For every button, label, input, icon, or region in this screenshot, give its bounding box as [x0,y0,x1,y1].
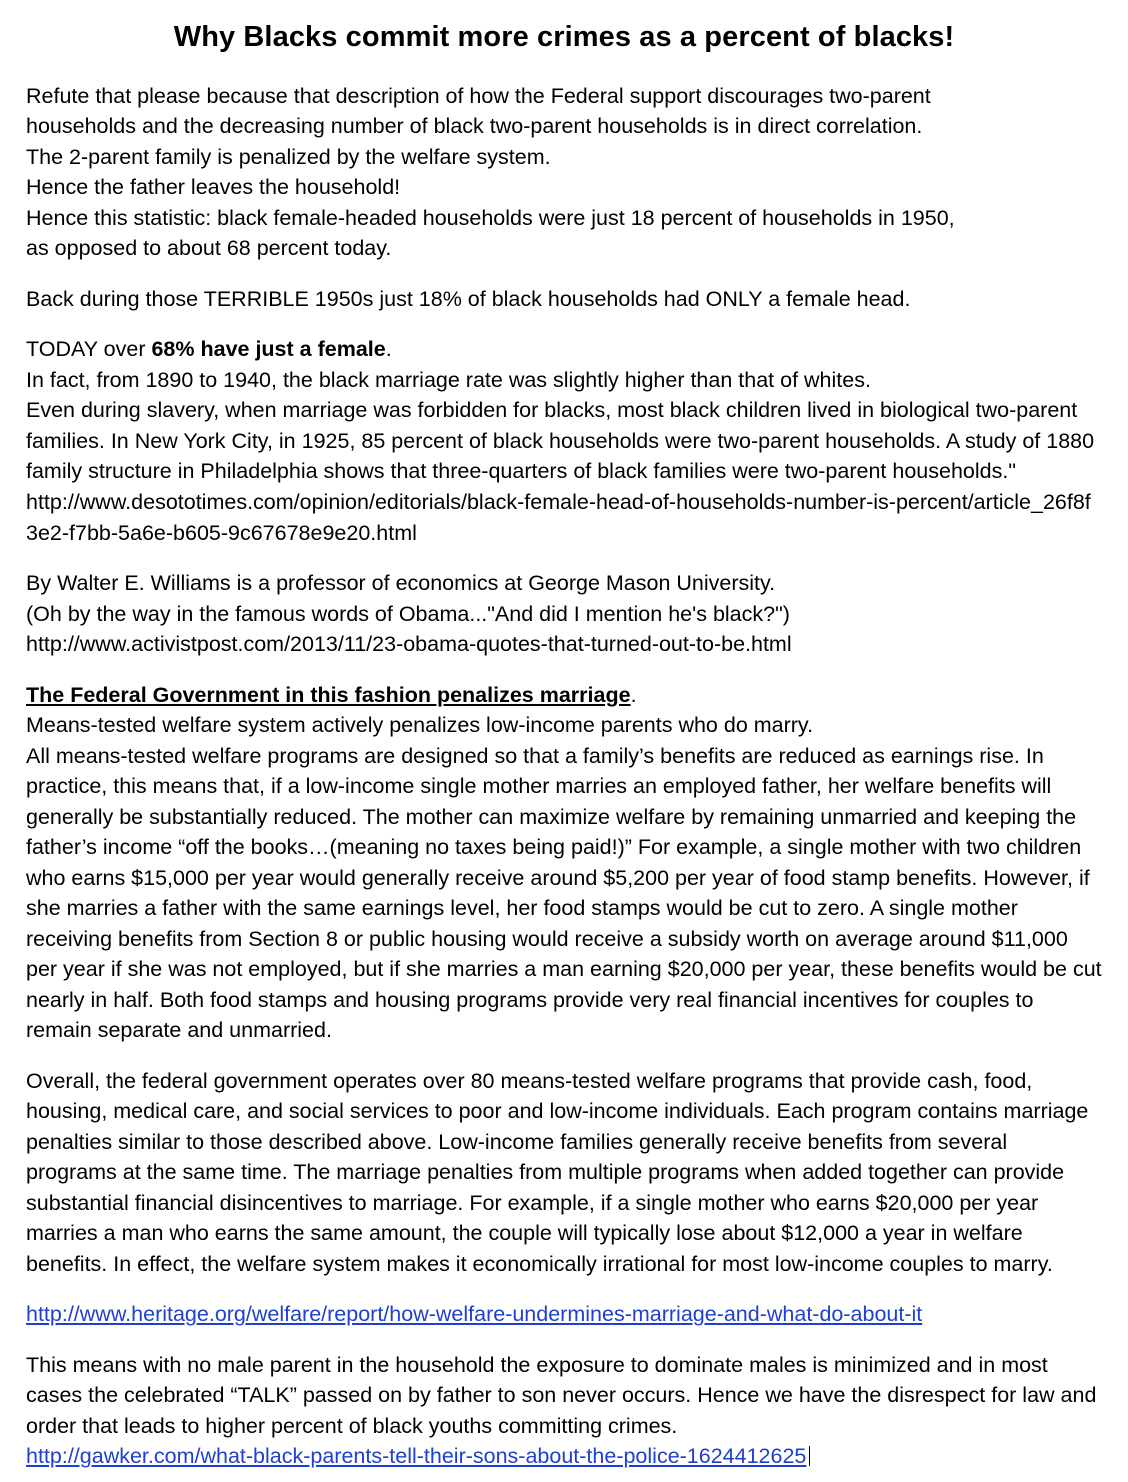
intro-line-1: Refute that please because that description of how the Federal support discourages two-parent [26,83,931,108]
conclusion-body: This means with no male parent in the household the exposure to dominate males is minimized and in most cases the celebrated “TALK” passed on by father to son never occurs. Hence we have the disrespect for law and order that leads to higher percent of black youths committing crimes. [26,1352,1097,1438]
desototimes-url: http://www.desototimes.com/opinion/editorials/black-female-head-of-households-number-is-percent/article_26f8f3e2-f7bb-5a6e-b605-9c67678e9e20.html [26,489,1091,545]
today-suffix: . [385,337,392,362]
today-bold: 68% have just a female [151,337,386,362]
paragraph-author [26,568,1102,660]
intro-line-3: The 2-parent family is penalized by the welfare system. [26,144,551,169]
gawker-link-line [26,1441,1102,1472]
today-line [26,334,1102,365]
text-cursor [809,1446,810,1466]
activistpost-url: http://www.activistpost.com/2013/11/23-obama-quotes-that-turned-out-to-be.html [26,632,792,657]
obama-quote-line: (Oh by the way in the famous words of Obama..."And did I mention he's black?") [26,601,790,626]
today-prefix: TODAY over [26,337,152,362]
intro-line-6: as opposed to about 68 percent today. [26,236,392,261]
marriage-rate-line: In fact, from 1890 to 1940, the black marriage rate was slightly higher than that of whites. [26,367,871,392]
history-body: Even during slavery, when marriage was forbidden for blacks, most black children lived in biological two-parent families. In New York City, in 1925, 85 percent of black households were two-parent households. A study of 1880 family structure in Philadelphia shows that three-quarters of black families were two-parent households." [26,398,1095,484]
means-tested-body: All means-tested welfare programs are designed so that a family’s benefits are reduced as earnings rise. In practice, this means that, if a low-income single mother marries an employed father, her welfare benefits will generally be substantially reduced. The mother can maximize welfare by remaining unmarried and keeping the father’s income “off the books…(meaning no taxes being paid!)” For example, a single mother with two children who earns $15,000 per year would generally receive around $5,200 per year of food stamp benefits. However, if she marries a father with the same earnings level, her food stamps would be cut to zero. A single mother receiving benefits from Section 8 or public housing would receive a subsidy worth on average around $11,000 per year if she was not employed, but if she marries a man earning $20,000 per year, these benefits would be cut nearly in half. Both food stamps and housing programs provide very real financial incentives for couples to remain separate and unmarried. [26,743,1102,1043]
marriage-penalty-heading: The Federal Government in this fashion penalizes marriage [26,682,631,707]
gawker-link[interactable]: http://gawker.com/what-black-parents-tell-their-sons-about-the-police-1624412625 [26,1444,807,1469]
intro-line-5: Hence this statistic: black female-headed households were just 18 percent of households in 1950, [26,205,955,230]
paragraph-1950s-stat: Back during those TERRIBLE 1950s just 18% of black households had ONLY a female head. [26,286,911,311]
paragraph-federal-programs: Overall, the federal government operates over 80 means-tested welfare programs that provide cash, food, housing, medical care, and social services to poor and low-income individuals. Each program contains marriage penalties similar to those described above. Low-income families generally receive benefits from several programs at the same time. The marriage penalties from multiple programs when added together can provide substantial financial disincentives to marriage. For example, if a single mother who earns $20,000 per year marries a man who earns the same amount, the couple will typically lose about $12,000 a year in welfare benefits. In effect, the welfare system makes it economically irrational for most low-income couples to marry. [26,1068,1089,1276]
intro-line-4: Hence the father leaves the household! [26,175,401,200]
paragraph-conclusion [26,1350,1102,1472]
paragraph-heritage-link [26,1299,1102,1330]
paragraph-intro [26,81,1102,264]
intro-line-2: households and the decreasing number of black two-parent households is in direct correlation. [26,114,923,139]
page-title: Why Blacks commit more crimes as a percent of blacks! [173,21,955,53]
marriage-penalty-heading-line [26,680,1102,711]
paragraph-today-stat [26,334,1102,548]
author-line: By Walter E. Williams is a professor of economics at George Mason University. [26,571,776,596]
heritage-link[interactable]: http://www.heritage.org/welfare/report/how-welfare-undermines-marriage-and-what-do-about-it [26,1302,923,1327]
marriage-penalty-heading-suffix: . [630,682,637,707]
paragraph-marriage-penalty [26,680,1102,1046]
means-tested-line: Means-tested welfare system actively penalizes low-income parents who do marry. [26,713,814,738]
